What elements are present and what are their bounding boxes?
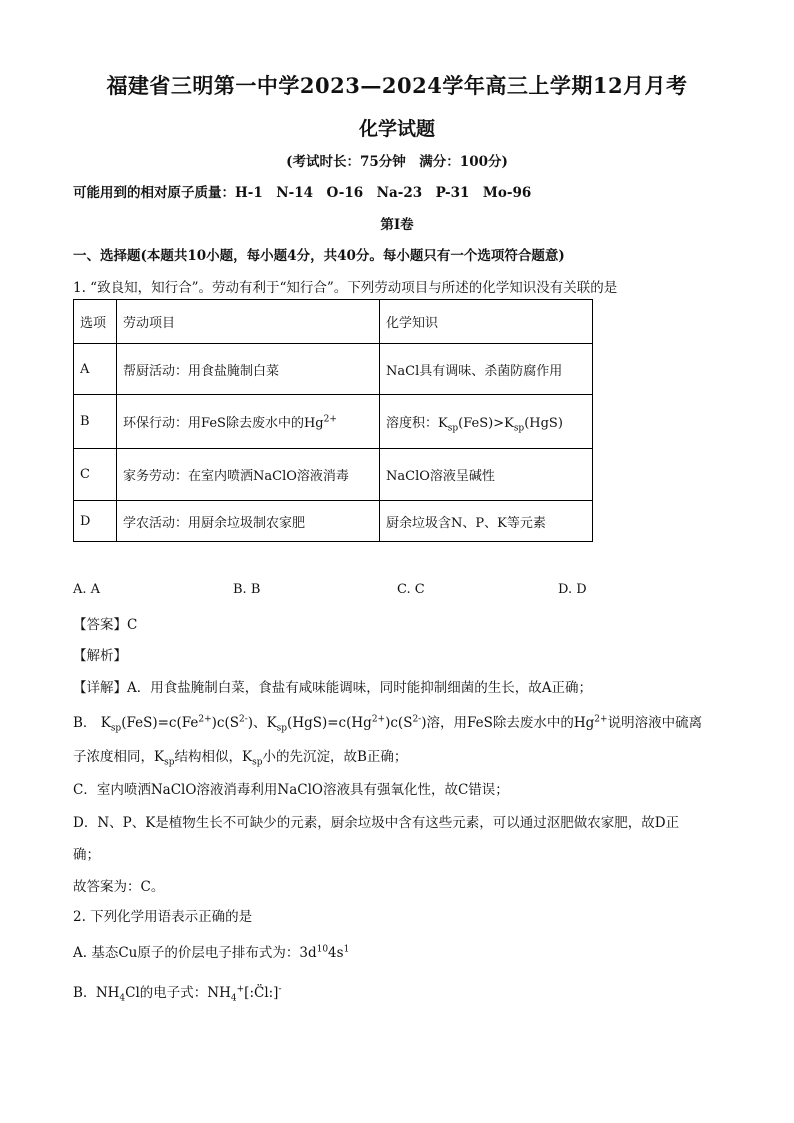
ksp-sub: sp [110,723,122,734]
atomic-masses: 可能用到的相对原子质量：H-1 N-14 O-16 Na-23 P-31 Mo-96 [73,185,532,201]
ksp-arg: (HgS) [524,416,563,431]
ksp-expression: )、 [247,715,267,731]
table-row [74,501,593,542]
chem-text: 具有调味、杀菌防腐作用 [419,363,563,379]
hg-formula: Hg [573,715,595,731]
charge-sup: + [236,984,245,995]
nh4cl-formula: NH [95,985,120,1001]
labor-formula: FeS [201,416,226,431]
labor-formula: Hg [303,416,324,431]
chem-text: 溶度积： [386,416,439,431]
q2-option-b-prefix: B. [73,985,88,1001]
labor-formula: NaClO [253,469,297,484]
charge-sup: - [278,984,282,995]
charge-sup: 2- [239,714,248,725]
labor-text: 环保行动：用 [123,416,202,431]
choice-c[interactable]: C. C [397,582,425,597]
detail-b-text: 子浓度相同，K [73,749,165,765]
electron-config: 3d [299,945,317,961]
gt-symbol: > [493,416,505,431]
detail-b-line2 [73,745,408,768]
volume-heading: 第I卷 [380,217,414,233]
ksp-sub: sp [513,423,525,434]
table-header-cell: 化学知识 [380,300,593,344]
electron-config: 4s [328,945,344,961]
ksp-sub: sp [276,723,288,734]
formula-sub: 4 [119,993,126,1004]
ksp-symbol: K [504,416,514,431]
table-header-row [74,300,593,344]
subject-title: 化学试题 [358,118,435,140]
nh4cl-formula: Cl [125,985,140,1001]
ksp-expression: ) [421,715,427,731]
q1-stem: 1. “致良知，知行合”。劳动有利于“知行合”。下列劳动项目与所述的化学知识没有关联的是 [73,280,618,296]
q2-stem: 2. 下列化学用语表示正确的是 [73,909,253,925]
labor-text: 除去废水中的 [225,416,304,431]
detail-b-prefix: B． [73,715,97,731]
ksp-sub: sp [252,757,263,768]
answer-line [73,613,137,633]
charge-sup: 2+ [371,714,386,725]
chem-cell [380,449,593,501]
q2-option-a[interactable] [73,941,349,961]
charge-sup: 2+ [323,414,337,425]
ksp-sub: sp [164,757,175,768]
detail-c: C．室内喷洒NaClO溶液消毒利用NaClO溶液具有强氧化性，故C错误； [73,782,509,798]
charge-sup: 2- [412,714,422,725]
option-cell: C [74,449,117,501]
electron-sup: 1 [343,944,350,955]
exam-info: (考试时长：75分钟 满分：100分) [286,154,508,170]
detail-d-line1: D．N、P、K是植物生长不可缺少的元素，厨余垃圾中含有这些元素，可以通过沤肥做农家肥，故D正 [73,815,680,831]
choice-a[interactable]: A. A [73,582,101,597]
ksp-symbol: K [438,416,448,431]
chem-formula: NaClO [386,469,430,484]
charge-sup: 2+ [594,714,608,725]
chem-formula: NaCl [386,363,420,379]
electron-dot-formula: [:C̈l:] [244,985,279,1001]
ksp-expression: )c(S [211,715,239,731]
labor-cell [117,395,380,449]
electron-dot-formula: NH [207,985,231,1001]
labor-text: 溶液消毒 [296,469,349,484]
detail-b-text: 结构相似，K [174,749,253,765]
q1-table [73,299,593,542]
labor-text: 家务劳动：在室内喷洒 [123,469,254,484]
detail-b-text: 小的先沉淀，故B正确； [262,749,408,765]
chem-cell: 厨余垃圾含N、P、K等元素 [380,501,593,542]
ksp-expression: (FeS)=c(Fe [121,715,199,731]
q2-option-b[interactable] [73,981,282,1004]
detail-a-text: A．用食盐腌制白菜，食盐有咸味能调味，同时能抑制细菌的生长，故A正确； [127,680,592,696]
table-header-cell: 劳动项目 [117,300,380,344]
labor-cell [117,449,380,501]
table-row [74,395,593,449]
charge-sup: 2+ [198,714,212,725]
option-cell: A [74,344,117,395]
detail-tag: 【详解】 [73,680,127,696]
ksp-symbol: K [266,715,277,731]
ksp-expression: )c(S [385,715,413,731]
ksp-symbol: K [100,715,111,731]
detail-b-line1 [73,711,703,734]
option-cell: D [74,501,117,542]
table-header-cell: 选项 [74,300,117,344]
answer-value: C [127,617,138,633]
formula-sub: 4 [230,993,237,1004]
detail-b-text: 说明溶液中硫离 [607,715,703,731]
detail-a [73,676,592,696]
labor-cell: 学农活动：用厨余垃圾制农家肥 [117,501,380,542]
conclusion: 故答案为：C。 [73,879,165,895]
detail-d-line2: 确； [73,847,100,863]
answer-tag: 【答案】 [73,617,127,633]
detail-b-text: 溶，用FeS除去废水中的 [426,715,574,731]
q2-option-a-text: A. 基态Cu原子的价层电子排布式为： [73,945,300,961]
ksp-sub: sp [447,423,459,434]
chem-text: 溶液呈碱性 [429,469,495,484]
table-row [74,344,593,395]
table-row [74,449,593,501]
q2-option-b-text: 的电子式： [139,985,208,1001]
chem-cell [380,344,593,395]
ksp-expression: (HgS)=c(Hg [287,715,372,731]
labor-cell: 帮厨活动：用食盐腌制白菜 [117,344,380,395]
electron-sup: 10 [316,944,329,955]
exam-title: 福建省三明第一中学2023—2024学年高三上学期12月月考 [106,73,688,98]
option-cell: B [74,395,117,449]
chem-cell [380,395,593,449]
section-heading: 一、选择题(本题共10小题，每小题4分，共40分。每小题只有一个选项符合题意) [73,248,565,264]
ksp-arg: (FeS) [458,416,494,431]
choice-b[interactable]: B. B [233,582,261,597]
analysis-tag: 【解析】 [73,648,127,664]
choice-d[interactable]: D. D [558,582,587,597]
